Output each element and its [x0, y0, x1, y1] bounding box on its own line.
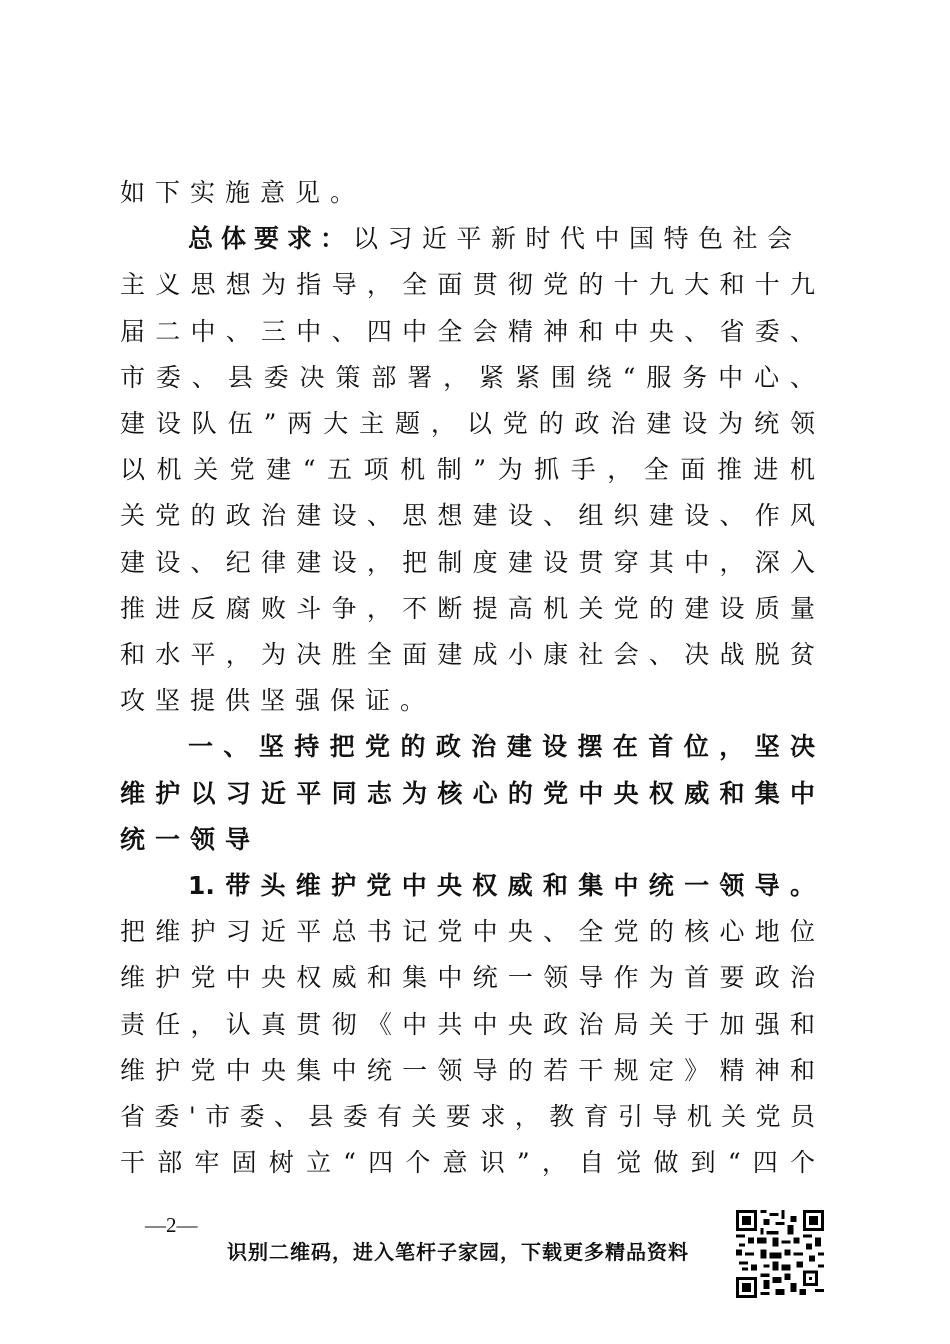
page-number: —2—: [145, 1213, 198, 1237]
body-line-8: 关党的政治建设、思想建设、组织建设、作风: [120, 501, 815, 530]
body-line-19: 责任，认真贯彻《中共中央政治局关于加强和: [120, 1010, 815, 1039]
body-line-9: 建设、纪律建设，把制度建设贯穿其中，深入: [120, 548, 815, 577]
body-line-1: 如下实施意见。: [120, 178, 366, 207]
section-heading-line-3: 统一领导: [120, 825, 261, 854]
body-line-11: 和水平，为决胜全面建成小康社会、决战脱贫: [120, 640, 815, 669]
footer-promo-text: 识别二维码，进入笔杆子家园，下载更多精品资料: [227, 1240, 689, 1264]
section-heading-line-1: 一、坚持把党的政治建设摆在首位，坚决: [188, 732, 815, 761]
body-line-18: 维护党中央权威和集中统一领导作为首要政治: [120, 963, 815, 992]
body-line-10: 推进反腐败斗争，不断提高机关党的建设质量: [120, 594, 815, 623]
body-line-7: 以机关党建“五项机制”为抓手，全面推进机: [120, 455, 815, 484]
body-line-17: 把维护习近平总书记党中央、全党的核心地位: [120, 917, 815, 946]
body-line-4: 届二中、三中、四中全会精神和中央、省委、: [120, 317, 815, 346]
body-line-6: 建设队伍”两大主题，以党的政治建设为统领: [120, 409, 815, 438]
paragraph-general-requirements: [188, 216, 815, 262]
body-line-22: 干部牢固树立“四个意识”，自觉做到“四个: [120, 1148, 815, 1177]
subsection-heading: 1.带头维护党中央权威和集中统一领导。: [188, 871, 815, 900]
general-requirements-text: 以习近平新时代中国特色社会: [353, 224, 802, 253]
body-line-12: 攻坚提供坚强保证。: [120, 686, 436, 715]
body-line-5: 市委、县委决策部署，紧紧围绕“服务中心、: [120, 363, 815, 392]
body-line-3: 主义思想为指导，全面贯彻党的十九大和十九: [120, 270, 815, 299]
qr-code-icon[interactable]: [736, 1210, 824, 1298]
general-requirements-heading: 总体要求：: [188, 224, 354, 253]
body-line-20: 维护党中央集中统一领导的若干规定》精神和: [120, 1056, 815, 1085]
body-line-21: 省委'市委、县委有关要求，教育引导机关党员: [120, 1102, 815, 1131]
section-heading-line-2: 维护以习近平同志为核心的党中央权威和集中: [120, 779, 815, 808]
